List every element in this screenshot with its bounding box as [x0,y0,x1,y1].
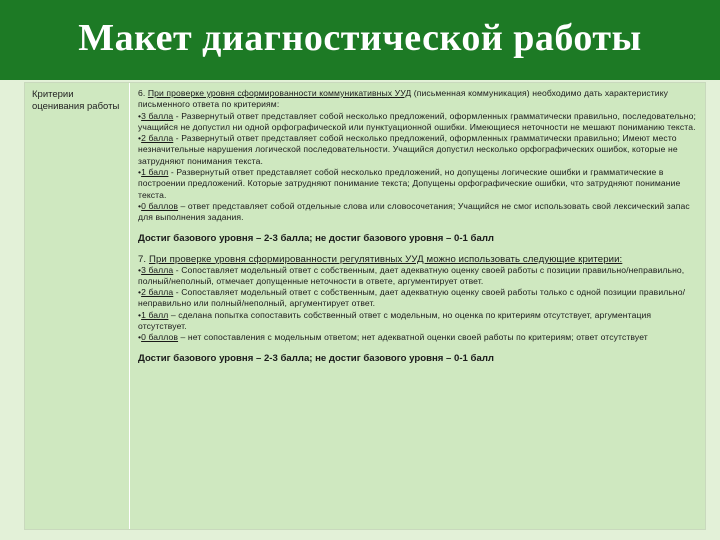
score-text: - Сопоставляет модельный ответ с собственным, дает адекватную оценку своей работы с позиции правильно/неправильно, полный/неполный, отмечает допущенные неточности в ответе, аргументирует ответ. [138,264,685,286]
score-label: 3 балла [141,110,174,121]
score-text: - Развернутый ответ представляет собой несколько предложений, оформленных грамматически правильно, последовательно; учащийся не допустил ни одной орфографической или пунктуационной ошибки. Имеющиеся неточности не мешают пониманию текста. [138,110,697,132]
section7-block [138,254,697,344]
criteria-table [24,82,706,530]
score-label: 2 балла [141,287,174,298]
score-text: – сделана попытка сопоставить собственный ответ с модельным, но оценка по критериям отсутствует, аргументация отсутствует. [138,309,652,332]
section6-number: 6. [138,88,148,98]
section6-intro [138,88,697,111]
score-text: – нет сопоставления с модельным ответом; нет адекватной оценки своей работы по критериям; ответ отсутствует [178,332,648,343]
score-text: – ответ представляет собой отдельные слова или словосочетания; Учащийся не смог использовать свой лексический запас для выполнения задания. [138,200,690,223]
score-label: 2 балла [141,133,174,144]
table-right-column [130,83,705,529]
section6-block [138,88,697,224]
section7-summary: Достиг базового уровня – 2-3 балла; не достиг базового уровня – 0-1 балл [138,352,495,364]
section6-item: •2 балла - Развернутый ответ представляет собой несколько предложений, оформленных грамматически правильно; Имеют место незначительные нарушения логической последовательности. Учащийся допустил несколько орфографических ошибок, которые не затрудняют понимания текста. [138,133,678,166]
section6-summary: Достиг базового уровня – 2-3 балла; не достиг базового уровня – 0-1 балл [138,232,495,244]
score-label: 1 балл [141,167,169,178]
table-left-column [25,83,130,529]
section6-intro-rest: (письменная коммуникация) необходимо дать характеристику письменного ответа по критериям: [138,88,669,110]
score-text: - Развернутый ответ представляет собой несколько предложений, но допущены логические ошибки и грамматические в построении предложений. Которые затрудняют понимание текста; Допущены орфографические ошибки, что затрудняют понимание текста. [138,167,681,200]
section6-item: •0 баллов – ответ представляет собой отдельные слова или словосочетания; Учащийся не смог использовать свой лексический запас для выполнения задания. [138,200,690,223]
score-text: - Развернутый ответ представляет собой несколько предложений, оформленных грамматически правильно; Имеют место незначительные нарушения логической последовательности. Учащийся допустил несколько орфографических ошибок, которые не затрудняют понимания текста. [138,133,678,166]
section7-intro-underlined: При проверке уровня сформированности регулятивных УУД можно использовать следующие критерии: [148,253,623,265]
section7-intro [138,254,697,265]
score-label: 0 баллов [141,332,179,343]
score-label: 0 баллов [141,200,179,211]
section7-item: •1 балл – сделана попытка сопоставить собственный ответ с модельным, но оценка по критериям отсутствует, аргументация отсутствует. [138,309,652,332]
score-label: 3 балла [141,264,174,275]
score-label: 1 балл [141,309,169,320]
section6-item: •3 балла - Развернутый ответ представляет собой несколько предложений, оформленных грамматически правильно, последовательно; учащийся не допустил ни одной орфографической или пунктуационной ошибки. Имеющиеся неточности не мешают пониманию текста. [138,110,697,132]
section7-number: 7. [138,253,149,265]
header-bar [0,0,720,80]
section7-item: •2 балла - Сопоставляет модельный ответ с собственным, дает адекватную оценку своей работы только с одной позиции правильно/неправильно или полный/неполный, аргументирует ответ. [138,287,686,309]
section6-item: •1 балл - Развернутый ответ представляет собой несколько предложений, но допущены логические ошибки и грамматические в построении предложений. Которые затрудняют понимание текста; Допущены орфографические ошибки, что затрудняют понимание текста. [138,167,681,200]
criteria-label: Критерии оценивания работы [32,89,120,112]
section7-item: •0 баллов – нет сопоставления с модельным ответом; нет адекватной оценки своей работы по критериям; ответ отсутствует [138,332,648,343]
section7-item: •3 балла - Сопоставляет модельный ответ с собственным, дает адекватную оценку своей работы с позиции правильно/неправильно, полный/неполный, отмечает допущенные неточности в ответе, аргументирует ответ. [138,264,685,286]
score-text: - Сопоставляет модельный ответ с собственным, дает адекватную оценку своей работы только с одной позиции правильно/неправильно или полный/неполный, аргументирует ответ. [138,287,686,309]
section6-intro-underlined: При проверке уровня сформированности коммуникативных УУД [147,88,412,98]
page-title: Макет диагностической работы [78,17,642,59]
